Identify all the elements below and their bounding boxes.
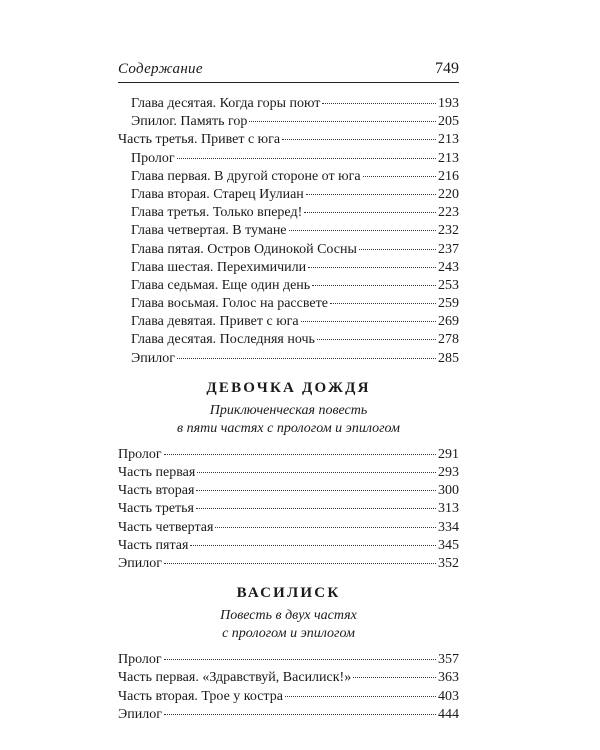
dot-leader [330, 303, 436, 304]
toc-entry [118, 688, 459, 706]
dot-leader [301, 321, 436, 322]
entry-page-number: 403 [438, 688, 459, 704]
entry-title: Глава седьмая. Еще один день [131, 277, 311, 293]
entry-title: Глава десятая. Когда горы поют [131, 96, 321, 111]
toc-entry [118, 669, 459, 687]
toc-entry [118, 464, 459, 482]
dot-leader [215, 527, 436, 528]
entry-page-number: 352 [438, 555, 459, 571]
toc-entry [118, 313, 459, 331]
entry-page-number: 193 [438, 96, 459, 111]
entry-title: Часть первая. «Здравствуй, Василиск!» [118, 670, 352, 686]
toc-entry [118, 537, 459, 555]
dot-leader [196, 490, 436, 491]
subtitle-line: Приключенческая повесть [209, 402, 368, 418]
entry-page-number: 291 [438, 446, 459, 462]
entry-title: Глава третья. Только вперед! [131, 205, 303, 221]
entry-title: Глава десятая. Последняя ночь [131, 332, 315, 348]
dot-leader [322, 103, 436, 104]
toc-entry [118, 186, 459, 204]
work-subtitle-devochka-dozhdya [118, 402, 459, 438]
dot-leader [282, 139, 436, 140]
dot-leader [353, 677, 436, 678]
dot-leader [190, 545, 436, 546]
entry-page-number: 285 [438, 350, 459, 366]
work-title-devochka-dozhdya: ДЕВОЧКА ДОЖДЯ [206, 379, 371, 396]
running-title: Содержание [118, 61, 203, 77]
toc-entry [118, 331, 459, 349]
dot-leader [196, 508, 436, 509]
entry-title: Эпилог [118, 706, 162, 722]
entry-title: Эпилог [131, 350, 175, 366]
toc-entry [118, 113, 459, 131]
dot-leader [359, 249, 436, 250]
dot-leader [177, 158, 436, 159]
entry-title: Глава первая. В другой стороне от юга [131, 168, 361, 184]
entry-page-number: 253 [438, 277, 459, 293]
dot-leader [308, 267, 436, 268]
entry-title: Эпилог [118, 555, 162, 571]
entry-page-number: 444 [438, 706, 459, 722]
dot-leader [306, 194, 436, 195]
entry-page-number: 300 [438, 483, 459, 499]
entry-title: Часть третья [118, 501, 194, 517]
entry-title: Глава пятая. Остров Одинокой Сосны [131, 241, 357, 257]
entry-title: Глава шестая. Перехимичили [131, 259, 307, 275]
entry-title: Часть четвертая [118, 519, 214, 535]
dot-leader [164, 714, 436, 715]
toc-entry [118, 131, 459, 149]
subtitle-line: с прологом и эпилогом [222, 626, 355, 642]
entry-page-number: 357 [438, 652, 459, 668]
dot-leader [177, 358, 436, 359]
entry-page-number: 220 [438, 186, 459, 202]
toc-entry [118, 259, 459, 277]
toc-section-continued [118, 95, 459, 368]
work-subtitle-vasilisk [118, 607, 459, 643]
page-number: 749 [435, 60, 459, 77]
toc-entry [118, 555, 459, 573]
dot-leader [164, 659, 436, 660]
entry-title: Глава девятая. Привет с юга [131, 314, 299, 330]
toc-entry [118, 295, 459, 313]
entry-page-number: 293 [438, 465, 459, 480]
entry-title: Часть первая [118, 465, 196, 480]
toc-entry [118, 204, 459, 222]
entry-title: Эпилог. Память гор [131, 114, 248, 130]
entry-page-number: 216 [438, 168, 459, 184]
toc-entry [118, 446, 459, 464]
entry-page-number: 278 [438, 332, 459, 348]
entry-title: Часть пятая [118, 537, 189, 553]
entry-page-number: 205 [438, 114, 459, 130]
toc-entry [118, 519, 459, 537]
toc-entry [118, 222, 459, 240]
toc-entry [118, 168, 459, 186]
dot-leader [312, 285, 436, 286]
toc-devochka-dozhdya [118, 446, 459, 573]
toc-entry [118, 150, 459, 168]
toc-entry [118, 241, 459, 259]
entry-title: Пролог [118, 652, 162, 668]
entry-page-number: 259 [438, 296, 459, 312]
running-head [118, 58, 459, 83]
toc-entry [118, 500, 459, 518]
dot-leader [164, 563, 436, 564]
entry-title: Глава вторая. Старец Иулиан [131, 186, 304, 202]
work-title-vasilisk: ВАСИЛИСК [236, 585, 341, 602]
entry-page-number: 232 [438, 223, 459, 239]
entry-page-number: 213 [438, 132, 459, 148]
toc-entry [118, 706, 459, 724]
toc-entry [118, 277, 459, 295]
toc-entry [118, 95, 459, 113]
entry-title: Пролог [131, 150, 175, 166]
dot-leader [289, 230, 436, 231]
entry-page-number: 269 [438, 314, 459, 330]
entry-page-number: 313 [438, 501, 459, 517]
toc-entry [118, 350, 459, 368]
entry-page-number: 345 [438, 537, 459, 553]
entry-title: Глава восьмая. Голос на рассвете [131, 296, 328, 312]
dot-leader [197, 472, 436, 473]
toc-entry [118, 651, 459, 669]
entry-title: Часть третья. Привет с юга [118, 132, 281, 148]
toc-entry [118, 482, 459, 500]
entry-page-number: 363 [438, 670, 459, 686]
entry-page-number: 223 [438, 205, 459, 221]
entry-page-number: 243 [438, 259, 459, 275]
dot-leader [363, 176, 436, 177]
toc-vasilisk [118, 651, 459, 724]
entry-title: Часть вторая. Трое у костра [118, 688, 283, 704]
dot-leader [285, 696, 436, 697]
entry-title: Пролог [118, 446, 162, 462]
dot-leader [317, 339, 436, 340]
book-page [118, 58, 459, 724]
dot-leader [249, 121, 436, 122]
entry-page-number: 213 [438, 150, 459, 166]
entry-title: Глава четвертая. В тумане [131, 223, 287, 239]
dot-leader [304, 212, 436, 213]
entry-page-number: 237 [438, 241, 459, 257]
subtitle-line: в пяти частях с прологом и эпилогом [177, 420, 400, 436]
subtitle-line: Повесть в двух частях [220, 608, 357, 624]
entry-page-number: 334 [438, 519, 459, 535]
entry-title: Часть вторая [118, 483, 195, 499]
dot-leader [164, 454, 436, 455]
